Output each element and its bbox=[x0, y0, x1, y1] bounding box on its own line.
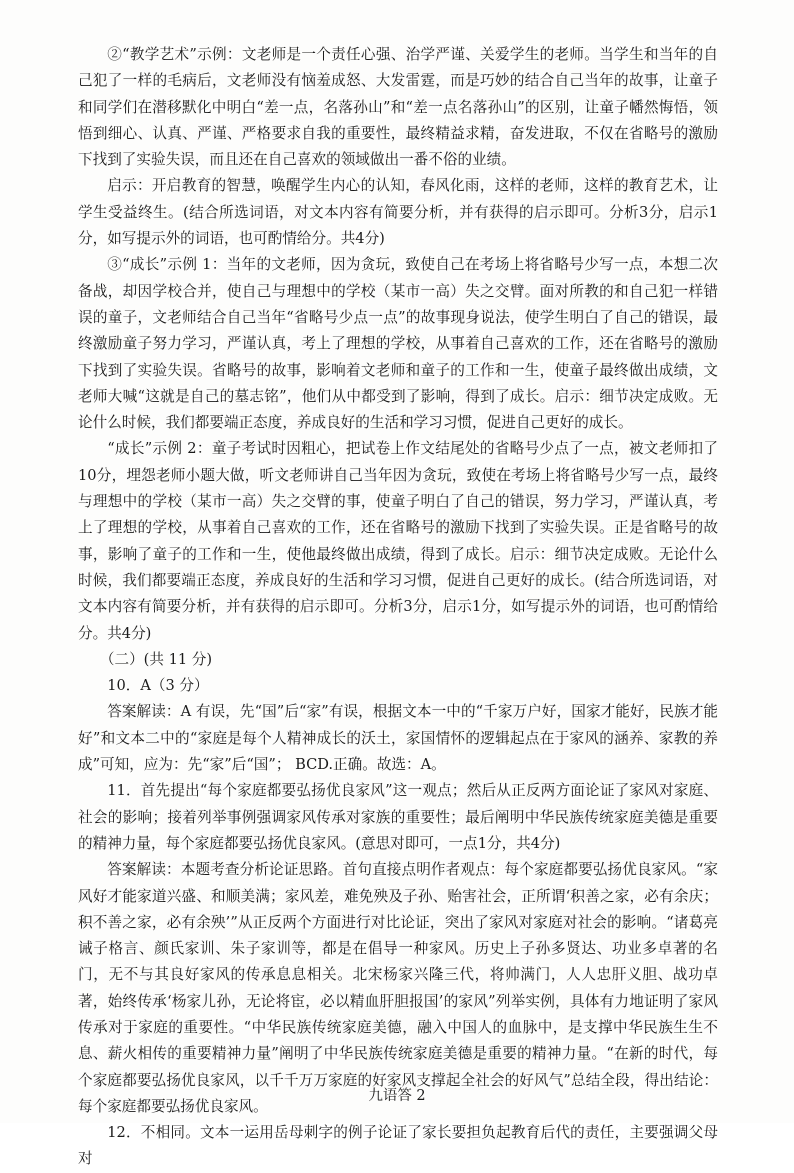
explanation-question-10: 答案解读：A 有误，先“国”后“家”有误，根据文本一中的“千家万户好，国家才能好，民族才能好”和文本二中的“家庭是每个人精神成长的沃土，家国情怀的逻辑起点在于家风的涵养、家教的养成”可知，应为：先“家”后“国”； BCD.正确。故选：A。 bbox=[78, 703, 718, 774]
paragraph-teaching-art-example: ②“教学艺术”示例：文老师是一个责任心强、治学严谨、关爱学生的老师。当学生和当年的自己犯了一样的毛病后，文老师没有恼羞成怒、大发雷霆，而是巧妙的结合自己当年的故事，让童子和同学们在潜移默化中明白“差一点，名落孙山”和“差一点名落孙山”的区别，让童子幡然悔悟，领悟到细心、认真、严谨、严格要求自我的重要性，最终精益求精，奋发进取，不仅在省略号的激励下找到了实验失误，而且还在自己喜欢的领域做出一番不俗的业绩。 bbox=[78, 46, 718, 169]
explanation-question-11: 答案解读：本题考查分析论证思路。首句直接点明作者观点：每个家庭都要弘扬优良家风。“家风好才能家道兴盛、和顺美满；家风差，难免殃及子孙、贻害社会，正所谓‘积善之家，必有余庆；积不善之家，必有余殃’”从正反两个方面进行对比论证，突出了家风对家庭对社会的影响。“诸葛亮诫子格言、颜氏家训、朱子家训等，都是在倡导一种家风。历史上子孙多贤达、功业多卓著的名门，无不与其良好家风的传承息息相关。北宋杨家兴隆三代，将帅满门，人人忠肝义胆、战功卓著，始终传承‘杨家儿孙，无论将宦，必以精血肝胆报国’的家风”列举实例，具体有力地证明了家风传承对于家庭的重要性。“中华民族传统家庭美德，融入中国人的血脉中，是支撑中华民族生生不息、薪火相传的重要精神力量”阐明了中华民族传统家庭美德是重要的精神力量。“在新的时代，每个家庭都要弘扬优良家风，以千千万万家庭的好家风支撑起全社会的好风气”总结全段，得出结论：每个家庭都要弘扬优良家风。 bbox=[78, 861, 718, 1115]
paragraph-growth-example-2: “成长”示例 2：童子考试时因粗心，把试卷上作文结尾处的省略号少点了一点，被文老师扣了 10分，埋怨老师小题大做，听文老师讲自己当年因为贪玩，致使在考场上将省略号少写一点，最终与理想中的学校（某市一高）失之交臂的事，使童子明白了自己的错误，努力学习，严谨认真，考上了理想的学校，从事着自己喜欢的工作，还在省略号的激励下找到了实验失误。正是省略号的故事，影响了童子的工作和一生，使他最终做出成绩，得到了成长。启示：细节决定成败。无论什么时候，我们都要端正态度，养成良好的生活和学习习惯，促进自己更好的成长。(结合所选词语，对文本内容有简要分析，并有获得的启示即可。分析3分，启示1分，如写提示外的词语，也可酌情给分。共4分) bbox=[78, 440, 718, 642]
answer-question-11: 11．首先提出“每个家庭都要弘扬优良家风”这一观点；然后从正反两方面论证了家风对家庭、社会的影响；接着列举事例强调家风传承对家族的重要性；最后阐明中华民族传统家庭美德是重要的精神力量，每个家庭都要弘扬优良家风。(意思对即可，一点1分，共4分) bbox=[78, 782, 718, 852]
paragraph-growth-example-1: ③“成长”示例 1：当年的文老师，因为贪玩，致使自己在考场上将省略号少写一点，本想二次备战，却因学校合并，使自己与理想中的学校（某市一高）失之交臂。面对所教的和自己犯一样错误的童子，文老师结合自己当年“省略号少点一点”的故事现身说法，使学生明白了自己的错误，最终激励童子努力学习，严谨认真，考上了理想的学校，从事着自己喜欢的工作，还在省略号的激励下找到了实验失误。省略号的故事，影响着文老师和童子的工作和一生，使童子最终做出成绩，文老师大喊“这就是自己的墓志铭”，他们从中都受到了影响，得到了成长。启示：细节决定成败。无论什么时候，我们都要端正态度，养成良好的生活和学习习惯，促进自己更好的成长。 bbox=[78, 256, 718, 432]
section-heading-part-two: （二）(共 11 分) bbox=[99, 650, 213, 668]
answer-question-12: 12．不相同。文本一运用岳母刺字的例子论证了家长要担负起教育后代的责任，主要强调父母对 bbox=[78, 1124, 718, 1168]
paragraph-inspiration: 启示：开启教育的智慧，唤醒学生内心的认知，春风化雨，这样的老师，这样的教育艺术，让学生受益终生。(结合所选词语，对文本内容有简要分析，并有获得的启示即可。分析3分，启示1分，如写提示外的词语，也可酌情给分。共4分) bbox=[78, 177, 718, 248]
page-footer: 九语答 2 bbox=[368, 1088, 426, 1104]
answer-text-body bbox=[78, 42, 718, 1173]
answer-question-10: 10．A（3 分） bbox=[107, 677, 209, 695]
